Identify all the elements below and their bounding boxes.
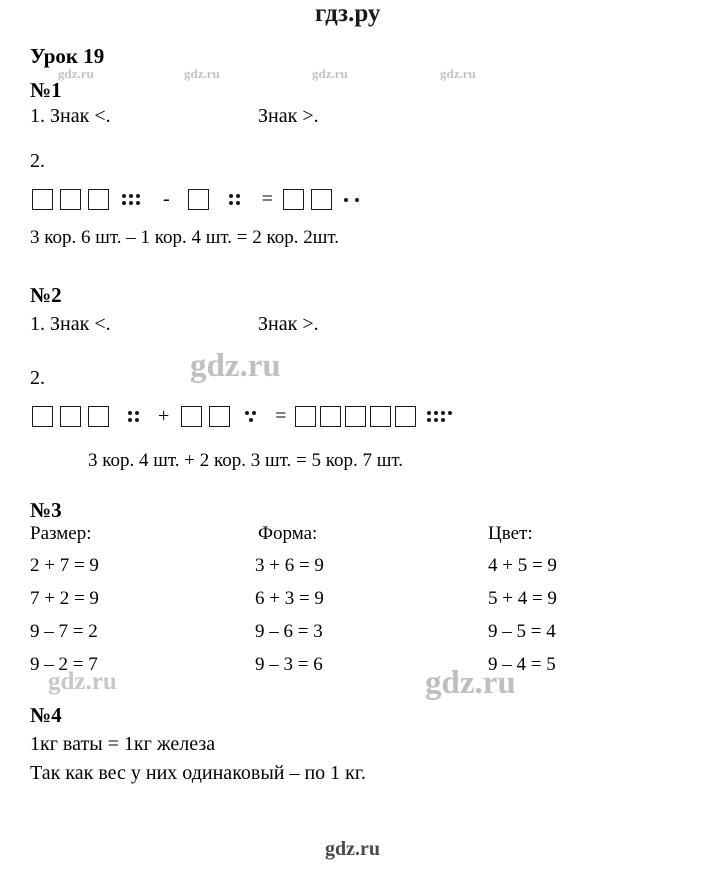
operator-equals: =	[261, 188, 273, 210]
task1-sub2-label: 2.	[30, 150, 45, 172]
dot-group-four	[228, 193, 242, 207]
task3-col2-row1: 3 + 6 = 9	[255, 555, 324, 576]
task3-col3-row2: 5 + 4 = 9	[488, 588, 557, 609]
lesson-title: Урок 19	[30, 44, 105, 68]
box-icon	[60, 406, 81, 427]
task1-sub1-left: 1. Знак <.	[30, 105, 111, 127]
task2-sub1-left: 1. Знак <.	[30, 313, 111, 335]
dot-group-three	[243, 410, 257, 424]
operator-equals: =	[275, 405, 287, 427]
watermark-small-1: gdz.ru	[58, 66, 94, 81]
task2-sub2-label: 2.	[30, 367, 45, 389]
box-icon	[395, 406, 416, 427]
watermark-big-2: gdz.ru	[425, 665, 516, 701]
operator-minus: -	[163, 188, 170, 210]
task3-col1-row1: 2 + 7 = 9	[30, 555, 99, 576]
task4-line-1: 1кг ваты = 1кг железа	[30, 733, 216, 755]
watermark-bottom: gdz.ru	[325, 838, 380, 860]
task-number-1: №1	[30, 78, 62, 102]
box-icon	[370, 406, 391, 427]
task1-diagram	[32, 188, 364, 211]
dot-group-four	[126, 410, 140, 424]
box-icon	[188, 189, 209, 210]
task-number-2: №2	[30, 283, 62, 307]
box-icon	[32, 406, 53, 427]
task3-col2-row4: 9 – 3 = 6	[255, 654, 323, 675]
task1-caption: 3 кор. 6 шт. – 1 кор. 4 шт. = 2 кор. 2шт.	[30, 227, 340, 248]
task3-col2-header: Форма:	[258, 523, 318, 544]
dot-group-two	[343, 196, 361, 203]
watermark-small-3: gdz.ru	[312, 66, 348, 81]
task3-col3-row3: 9 – 5 = 4	[488, 621, 556, 642]
task3-col3-header: Цвет:	[488, 523, 533, 544]
dot-group-seven	[426, 410, 454, 424]
watermark-top: гдз.ру	[315, 0, 381, 27]
task3-col2-row2: 6 + 3 = 9	[255, 588, 324, 609]
watermark-small-2: gdz.ru	[184, 66, 220, 81]
task3-col3-row1: 4 + 5 = 9	[488, 555, 557, 576]
task-number-4: №4	[30, 703, 62, 727]
box-icon	[88, 406, 109, 427]
box-icon	[209, 406, 230, 427]
box-icon	[295, 406, 316, 427]
task3-col2-row3: 9 – 6 = 3	[255, 621, 323, 642]
task3-col1-row3: 9 – 7 = 2	[30, 621, 98, 642]
box-icon	[181, 406, 202, 427]
operator-plus: +	[158, 405, 170, 427]
box-icon	[283, 189, 304, 210]
dot-group-six	[120, 193, 141, 207]
task3-col1-row4: 9 – 2 = 7	[30, 654, 98, 675]
task-number-3: №3	[30, 498, 62, 522]
task2-diagram	[32, 405, 458, 428]
task3-col1-row2: 7 + 2 = 9	[30, 588, 99, 609]
box-icon	[311, 189, 332, 210]
watermark-small-4: gdz.ru	[440, 66, 476, 81]
box-icon	[60, 189, 81, 210]
box-icon	[32, 189, 53, 210]
box-icon	[345, 406, 366, 427]
task2-sub1-right: Знак >.	[258, 313, 319, 335]
task4-line-2: Так как вес у них одинаковый – по 1 кг.	[30, 762, 366, 784]
box-icon	[320, 406, 341, 427]
task3-col3-row4: 9 – 4 = 5	[488, 654, 556, 675]
watermark-big-1: gdz.ru	[190, 348, 281, 384]
task1-sub1-right: Знак >.	[258, 105, 319, 127]
watermark-med-1: gdz.ru	[48, 668, 117, 695]
box-icon	[88, 189, 109, 210]
task2-caption: 3 кор. 4 шт. + 2 кор. 3 шт. = 5 кор. 7 шт.	[88, 450, 403, 471]
task3-col1-header: Размер:	[30, 523, 92, 544]
